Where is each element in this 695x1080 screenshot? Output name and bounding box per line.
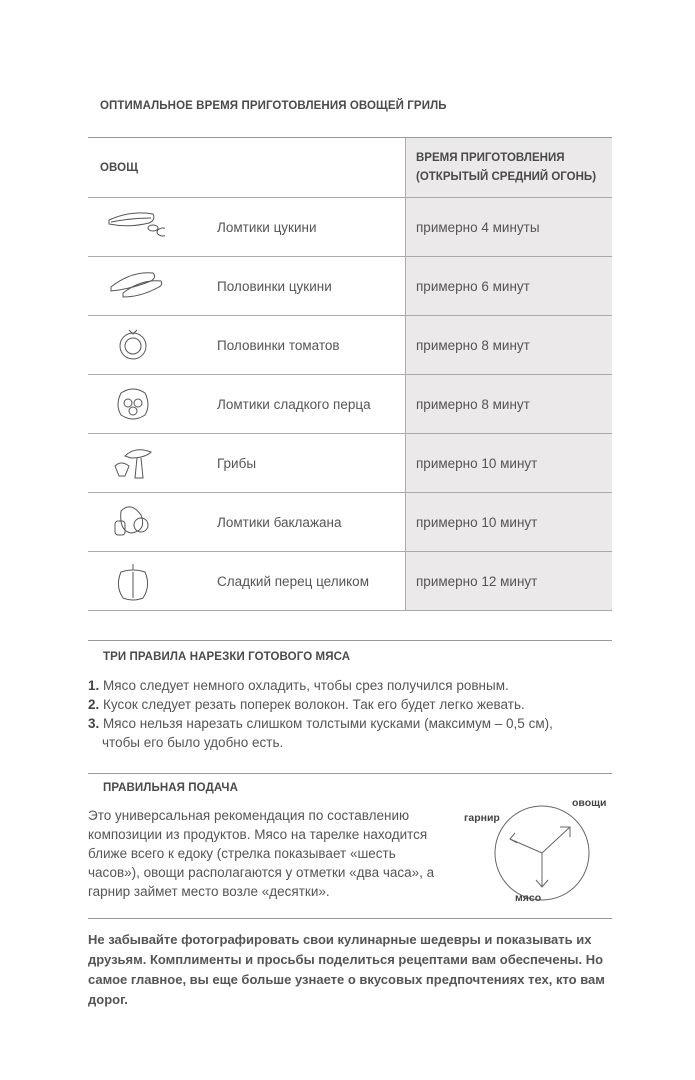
- table-row: [88, 493, 612, 552]
- rule-number: 2.: [88, 697, 100, 712]
- vegetable-name: Ломтики цукини: [217, 219, 317, 235]
- table-row: [88, 198, 612, 257]
- vegetable-name: Половинки цукини: [217, 278, 332, 294]
- divider: [88, 773, 612, 774]
- table-header-row: [88, 138, 612, 198]
- closing-note: Не забывайте фотографировать свои кулинарные шедевры и показывать их друзьям. Комплименты и просьбы поделиться рецептами вам обеспечены. Но самое главное, вы еще больше узнаете о вкусовых предпочтениях тех, кто вам дорог.: [88, 932, 605, 1007]
- cooking-time: примерно 4 минуты: [406, 198, 612, 256]
- table-row: [88, 552, 612, 611]
- tomato-half-icon: [88, 324, 178, 366]
- rule-number: 1.: [88, 678, 100, 693]
- table-row: [88, 257, 612, 316]
- rule-text: Мясо нельзя нарезать слишком толстыми кусками (максимум – 0,5 см), чтобы его было удобно есть.: [102, 716, 553, 750]
- divider: [88, 918, 612, 919]
- vegetable-name: Половинки томатов: [217, 337, 340, 353]
- zucchini-halves-icon: [88, 265, 178, 307]
- plate-diagram: [460, 795, 620, 905]
- vegetable-name: Грибы: [217, 455, 257, 471]
- serving-title: ПРАВИЛЬНАЯ ПОДАЧА: [103, 782, 238, 794]
- cooking-time-table: [88, 137, 612, 611]
- rule-text: Мясо следует немного охладить, чтобы срез получился ровным.: [103, 678, 509, 693]
- cooking-time: примерно 8 минут: [406, 375, 612, 433]
- header-vegetable: ОВОЩ: [100, 161, 139, 174]
- cooking-time: примерно 8 минут: [406, 316, 612, 374]
- label-side: гарнир: [464, 812, 500, 824]
- table-title: ОПТИМАЛЬНОЕ ВРЕМЯ ПРИГОТОВЛЕНИЯ ОВОЩЕЙ ГРИЛЬ: [100, 100, 447, 112]
- serving-text: Это универсальная рекомендация по составлению композиции из продуктов. Мясо на тарелке находится ближе всего к едоку (стрелка показывает «шесть часов»), овощи располагаются у отметки «два часа», а гарнир займет место возле «десятки».: [88, 808, 435, 899]
- pepper-slices-icon: [88, 383, 178, 425]
- cooking-time: примерно 10 минут: [406, 434, 612, 492]
- rule-text: Кусок следует резать поперек волокон. Так его будет легко жевать.: [103, 697, 525, 712]
- eggplant-slices-icon: [88, 501, 178, 543]
- rule-item: [88, 695, 572, 714]
- cooking-time: примерно 12 минут: [406, 552, 612, 610]
- label-vegetables: овощи: [572, 797, 607, 809]
- bell-pepper-icon: [88, 560, 178, 602]
- rule-item: [88, 714, 572, 752]
- vegetable-name: Ломтики баклажана: [217, 514, 342, 530]
- divider: [88, 640, 612, 641]
- vegetable-name: Ломтики сладкого перца: [217, 396, 371, 412]
- label-meat: мясо: [515, 892, 542, 904]
- header-time-1: ВРЕМЯ ПРИГОТОВЛЕНИЯ: [416, 151, 565, 164]
- header-time-2: (ОТКРЫТЫЙ СРЕДНИЙ ОГОНЬ): [416, 170, 597, 183]
- rule-number: 3.: [88, 716, 100, 731]
- zucchini-slices-icon: [88, 206, 178, 248]
- mushrooms-icon: [88, 442, 178, 484]
- cooking-time: примерно 6 минут: [406, 257, 612, 315]
- table-row: [88, 375, 612, 434]
- table-row: [88, 316, 612, 375]
- rules-list: [88, 676, 572, 752]
- table-row: [88, 434, 612, 493]
- rules-title: ТРИ ПРАВИЛА НАРЕЗКИ ГОТОВОГО МЯСА: [103, 651, 351, 663]
- cooking-time: примерно 10 минут: [406, 493, 612, 551]
- rule-item: [88, 676, 572, 695]
- vegetable-name: Сладкий перец целиком: [217, 573, 369, 589]
